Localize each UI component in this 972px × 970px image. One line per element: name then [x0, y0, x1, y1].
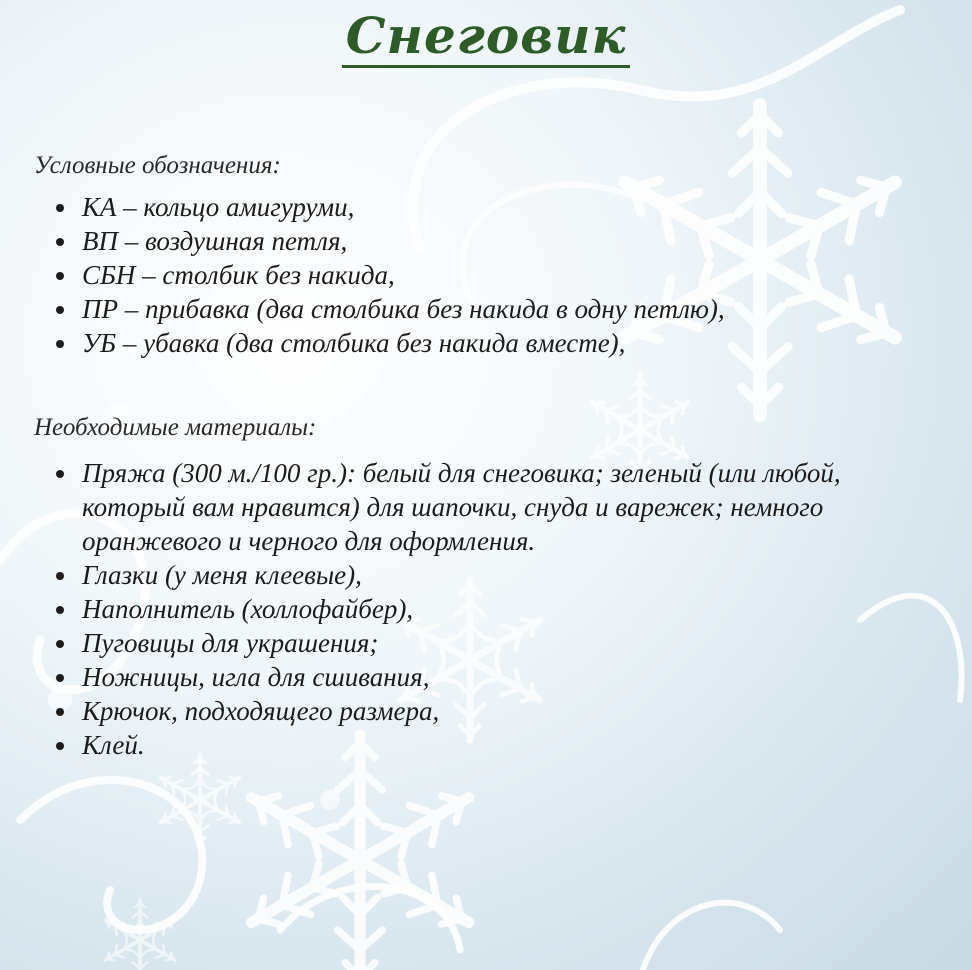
- list-item: УБ – убавка (два столбика без накида вместе),: [52, 326, 952, 360]
- title-text: Снеговик: [342, 6, 631, 68]
- list-item: СБН – столбик без накида,: [52, 258, 952, 292]
- list-item: Ножницы, игла для сшивания,: [52, 660, 882, 694]
- list-item: ВП – воздушная петля,: [52, 224, 952, 258]
- list-item: Крючок, подходящего размера,: [52, 694, 882, 728]
- page-title: [0, 6, 972, 65]
- legend-heading: Условные обозначения:: [34, 152, 281, 179]
- list-item: ПР – прибавка (два столбика без накида в одну петлю),: [52, 292, 952, 326]
- list-item: Наполнитель (холлофайбер),: [52, 592, 882, 626]
- list-item: Глазки (у меня клеевые),: [52, 558, 882, 592]
- list-item: Пряжа (300 м./100 гр.): белый для снеговика; зеленый (или любой, который вам нравится) для шапочки, снуда и варежек; немного оранжевого и черного для оформления.: [52, 456, 882, 558]
- materials-heading: Необходимые материалы:: [34, 414, 317, 441]
- list-item: Клей.: [52, 728, 882, 762]
- list-item: Пуговицы для украшения;: [52, 626, 882, 660]
- legend-list: [52, 190, 952, 360]
- materials-list: [52, 456, 882, 762]
- list-item: КА – кольцо амигуруми,: [52, 190, 952, 224]
